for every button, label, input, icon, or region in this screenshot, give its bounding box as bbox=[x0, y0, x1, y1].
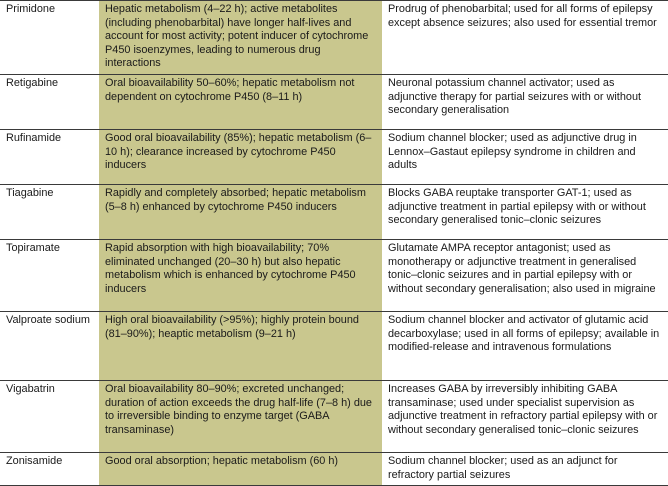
drug-name-cell: Primidone bbox=[0, 1, 99, 75]
mechanism-use-cell: Sodium channel blocker; used as an adjunct for refractory partial seizures bbox=[382, 452, 668, 485]
table-row bbox=[0, 380, 668, 452]
mechanism-use-cell: Neuronal potassium channel activator; used as adjunctive therapy for partial seizures with or without secondary generalisation bbox=[382, 74, 668, 129]
mechanism-use-cell: Increases GABA by irreversibly inhibiting GABA transaminase; used under specialist supervision as adjunctive treatment in refractory partial epilepsy with or without secondary generalised tonic–clonic seizures bbox=[382, 380, 668, 452]
table-row bbox=[0, 184, 668, 239]
pharmacokinetics-cell: Good oral bioavailability (85%); hepatic metabolism (6–10 h); clearance increased by cytochrome P450 inducers bbox=[99, 129, 382, 184]
pharmacokinetics-cell: Good oral absorption; hepatic metabolism (60 h) bbox=[99, 452, 382, 485]
pharmacokinetics-cell: Rapid absorption with high bioavailability; 70% eliminated unchanged (20–30 h) but also hepatic metabolism which is enhanced by cytochrome P450 inducers bbox=[99, 239, 382, 311]
table-row bbox=[0, 129, 668, 184]
drug-name-cell: Valproate sodium bbox=[0, 311, 99, 380]
drug-name-cell: Tiagabine bbox=[0, 184, 99, 239]
mechanism-use-cell: Sodium channel blocker; used as adjunctive drug in Lennox–Gastaut epilepsy syndrome in children and adults bbox=[382, 129, 668, 184]
table-row bbox=[0, 311, 668, 380]
table-row bbox=[0, 1, 668, 75]
drug-name-cell: Retigabine bbox=[0, 74, 99, 129]
table-body bbox=[0, 1, 668, 486]
table-row bbox=[0, 74, 668, 129]
pharmacokinetics-cell: Hepatic metabolism (4–22 h); active metabolites (including phenobarbital) have longer half-lives and account for most activity; potent inducer of cytochrome P450 isoenzymes, leading to numerous drug interactions bbox=[99, 1, 382, 75]
pharmacokinetics-cell: Oral bioavailability 80–90%; excreted unchanged; duration of action exceeds the drug half-life (7–8 h) due to irreversible binding to enzyme target (GABA transaminase) bbox=[99, 380, 382, 452]
drug-name-cell: Rufinamide bbox=[0, 129, 99, 184]
pharmacokinetics-cell: High oral bioavailability (>95%); highly protein bound (81–90%); heaptic metabolism (9–21 h) bbox=[99, 311, 382, 380]
drug-name-cell: Vigabatrin bbox=[0, 380, 99, 452]
drug-name-cell: Zonisamide bbox=[0, 452, 99, 485]
mechanism-use-cell: Prodrug of phenobarbital; used for all forms of epilepsy except absence seizures; also used for essential tremor bbox=[382, 1, 668, 75]
mechanism-use-cell: Glutamate AMPA receptor antagonist; used as monotherapy or adjunctive treatment in generalised tonic–clonic seizures and in partial epilepsy with or without secondary generalisation; also used in migraine bbox=[382, 239, 668, 311]
table-row bbox=[0, 239, 668, 311]
table-row bbox=[0, 452, 668, 485]
pharmacokinetics-cell: Rapidly and completely absorbed; hepatic metabolism (5–8 h) enhanced by cytochrome P450 inducers bbox=[99, 184, 382, 239]
mechanism-use-cell: Blocks GABA reuptake transporter GAT-1; used as adjunctive treatment in partial epilepsy with or without secondary generalised tonic–clonic seizures bbox=[382, 184, 668, 239]
mechanism-use-cell: Sodium channel blocker and activator of glutamic acid decarboxylase; used in all forms of epilepsy; available in modified-release and intravenous formulations bbox=[382, 311, 668, 380]
drug-name-cell: Topiramate bbox=[0, 239, 99, 311]
pharmacokinetics-cell: Oral bioavailability 50–60%; hepatic metabolism not dependent on cytochrome P450 (8–11 h) bbox=[99, 74, 382, 129]
